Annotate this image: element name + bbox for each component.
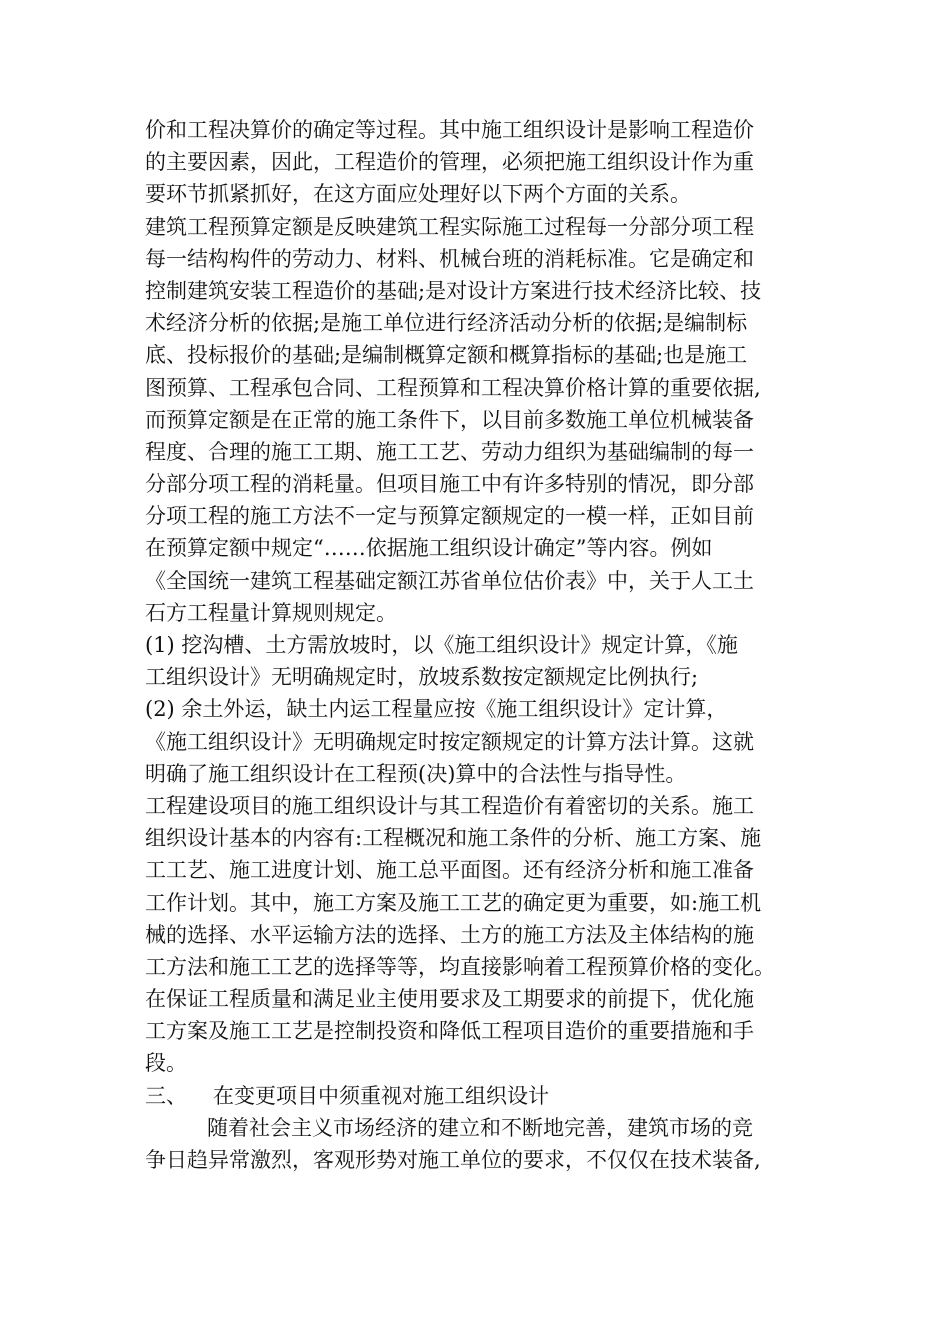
text-line: 的主要因素，因此，工程造价的管理，必须把施工组织设计作为重: [145, 150, 754, 175]
text-line: 械的选择、水平运输方法的选择、土方的施工方法及主体结构的施: [145, 922, 754, 947]
text-line: 石方工程量计算规则规定。: [145, 600, 397, 625]
text-line: 程度、合理的施工工期、施工工艺、劳动力组织为基础编制的每一: [145, 439, 754, 464]
text-line: 工作计划。其中，施工方案及施工工艺的确定更为重要，如:施工机: [145, 890, 762, 915]
text-line: 控制建筑安装工程造价的基础;是对设计方案进行技术经济比较、技: [145, 278, 762, 303]
text-line: 而预算定额是在正常的施工条件下，以目前多数施工单位机械装备: [145, 407, 754, 432]
text-line: 《施工组织设计》无明确规定时按定额规定的计算方法计算。这就: [145, 729, 754, 754]
section-heading: [145, 1080, 805, 1112]
text-line: (2) 余土外运，缺土内运工程量应按《施工组织设计》定计算，: [145, 697, 728, 722]
text-line: 工工艺、施工进度计划、施工总平面图。还有经济分析和施工准备: [145, 858, 754, 883]
text-line: 工方法和施工工艺的选择等等，均直接影响着工程预算价格的变化。: [145, 954, 775, 979]
document-body: [145, 114, 805, 1176]
text-line: 价和工程决算价的确定等过程。其中施工组织设计是影响工程造价: [145, 118, 754, 142]
text-line: 图预算、工程承包合同、工程预算和工程决算价格计算的重要依据,: [145, 375, 761, 400]
text-line: (1) 挖沟槽、土方需放坡时，以《施工组织设计》规定计算，《施: [145, 633, 738, 657]
text-line: 每一结构构件的劳动力、材料、机械台班的消耗标准。它是确定和: [145, 246, 754, 271]
text-line: 明确了施工组织设计在工程预(决)算中的合法性与指导性。: [145, 761, 687, 786]
text-line: 段。: [145, 1051, 187, 1076]
text-line: 组织设计基本的内容有:工程概况和施工条件的分析、施工方案、施: [145, 826, 762, 851]
section-title: 在变更项目中须重视对施工组织设计: [213, 1083, 549, 1108]
text-line: 底、投标报价的基础;是编制概算定额和概算指标的基础;也是施工: [145, 343, 748, 368]
text-line: 术经济分析的依据;是施工单位进行经济活动分析的依据;是编制标: [145, 311, 748, 336]
text-line: 工组织设计》无明确规定时，放坡系数按定额规定比例执行;: [145, 665, 699, 690]
text-line: 在保证工程质量和满足业主使用要求及工期要求的前提下，优化施: [145, 987, 754, 1012]
text-line: 争日趋异常激烈，客观形势对施工单位的要求，不仅仅在技术装备,: [145, 1148, 761, 1172]
text-line: 《全国统一建筑工程基础定额江苏省单位估价表》中，关于人工土: [145, 568, 754, 593]
text-line: 要环节抓紧抓好，在这方面应处理好以下两个方面的关系。: [145, 182, 691, 207]
text-line: 工方案及施工工艺是控制投资和降低工程项目造价的重要措施和手: [145, 1019, 754, 1044]
text-line: 分部分项工程的消耗量。但项目施工中有许多特别的情况，即分部: [145, 472, 754, 497]
text-line: 随着社会主义市场经济的建立和不断地完善，建筑市场的竞: [207, 1115, 753, 1140]
text-line: 在预算定额中规定“……依据施工组织设计确定”等内容。例如: [145, 536, 713, 561]
text-line: 工程建设项目的施工组织设计与其工程造价有着密切的关系。施工: [145, 793, 754, 818]
text-line: 建筑工程预算定额是反映建筑工程实际施工过程每一分部分项工程: [145, 214, 754, 239]
text-line: 分项工程的施工方法不一定与预算定额规定的一模一样，正如目前: [145, 504, 754, 529]
section-number: 三、: [145, 1083, 187, 1108]
